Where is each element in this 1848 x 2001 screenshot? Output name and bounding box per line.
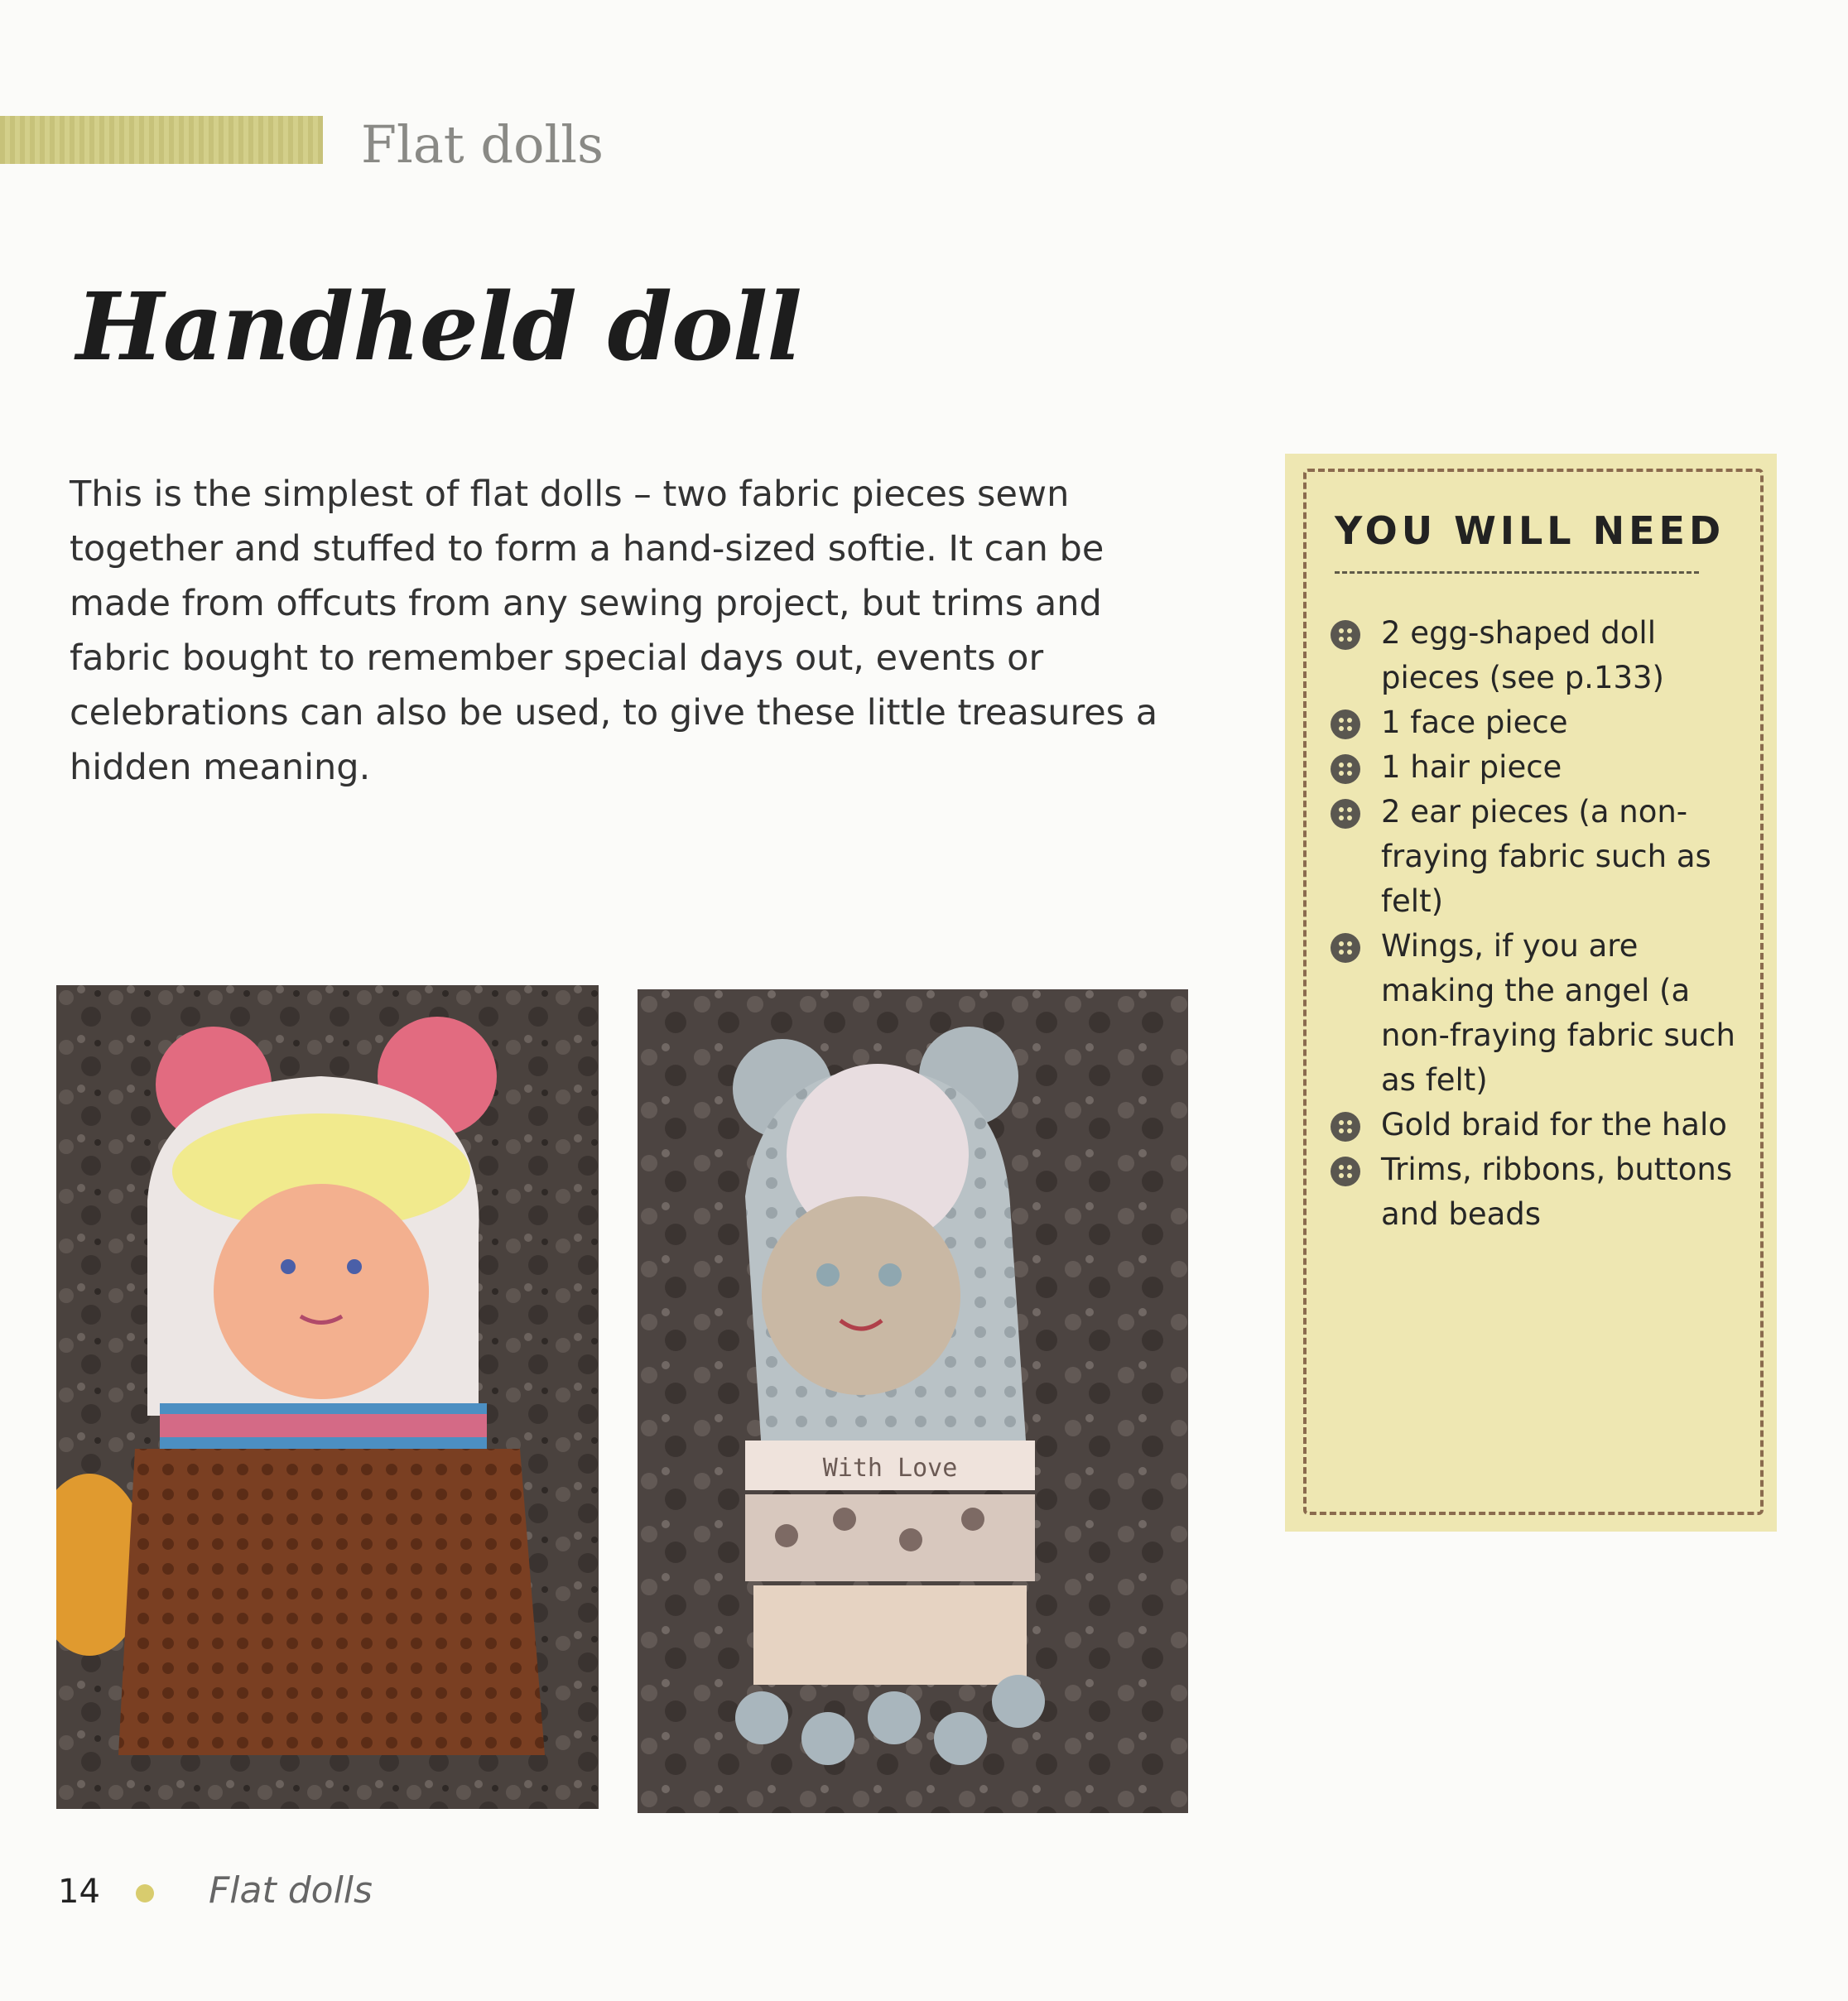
list-item <box>1330 924 1760 1103</box>
footer-dot-icon <box>136 1884 154 1902</box>
list-item <box>1330 745 1760 790</box>
ribbon-text: With Love <box>822 1454 958 1483</box>
doll-illustration-right <box>638 989 1188 1813</box>
page-number: 14 <box>58 1873 100 1911</box>
button-bullet-icon <box>1330 798 1361 830</box>
list-item-text: 2 ear pieces (a non-fraying fabric such as felt) <box>1381 794 1711 919</box>
page-title: Handheld doll <box>76 273 801 382</box>
list-item <box>1330 700 1760 745</box>
doll-illustration-left <box>56 985 599 1809</box>
list-item-text: Wings, if you are making the angel (a non-fraying fabric such as felt) <box>1381 928 1735 1098</box>
needs-divider <box>1335 571 1699 574</box>
list-item-text: 2 egg-shaped doll pieces (see p.133) <box>1381 615 1664 695</box>
header-accent-bar <box>0 116 323 164</box>
footer-section-label: Flat dolls <box>209 1869 373 1912</box>
list-item-text: 1 hair piece <box>1381 749 1562 785</box>
list-item-text: Trims, ribbons, buttons and beads <box>1381 1152 1733 1232</box>
intro-paragraph: This is the simplest of flat dolls – two fabric pieces sewn together and stuffed to form a hand-sized softie. It can be made from offcuts from any sewing project, but trims and fabric bought to remember special days out, events or celebrations can also be used, to give these little treasures a hidden meaning. <box>70 474 1158 788</box>
list-item <box>1330 790 1760 924</box>
button-bullet-icon <box>1330 753 1361 785</box>
needs-title: YOU WILL NEED <box>1335 508 1725 553</box>
button-bullet-icon <box>1330 1111 1361 1142</box>
needs-list <box>1330 611 1760 1237</box>
button-bullet-icon <box>1330 709 1361 740</box>
list-item-text: Gold braid for the halo <box>1381 1107 1727 1142</box>
doll-photo-right <box>638 989 1188 1813</box>
list-item <box>1330 1147 1760 1237</box>
button-bullet-icon <box>1330 1156 1361 1187</box>
you-will-need-box <box>1285 454 1777 1532</box>
list-item-text: 1 face piece <box>1381 705 1568 740</box>
section-title: Flat dolls <box>361 114 604 175</box>
button-bullet-icon <box>1330 932 1361 964</box>
doll-photo-left <box>56 985 599 1809</box>
button-bullet-icon <box>1330 619 1361 651</box>
list-item <box>1330 1103 1760 1147</box>
list-item <box>1330 611 1760 700</box>
